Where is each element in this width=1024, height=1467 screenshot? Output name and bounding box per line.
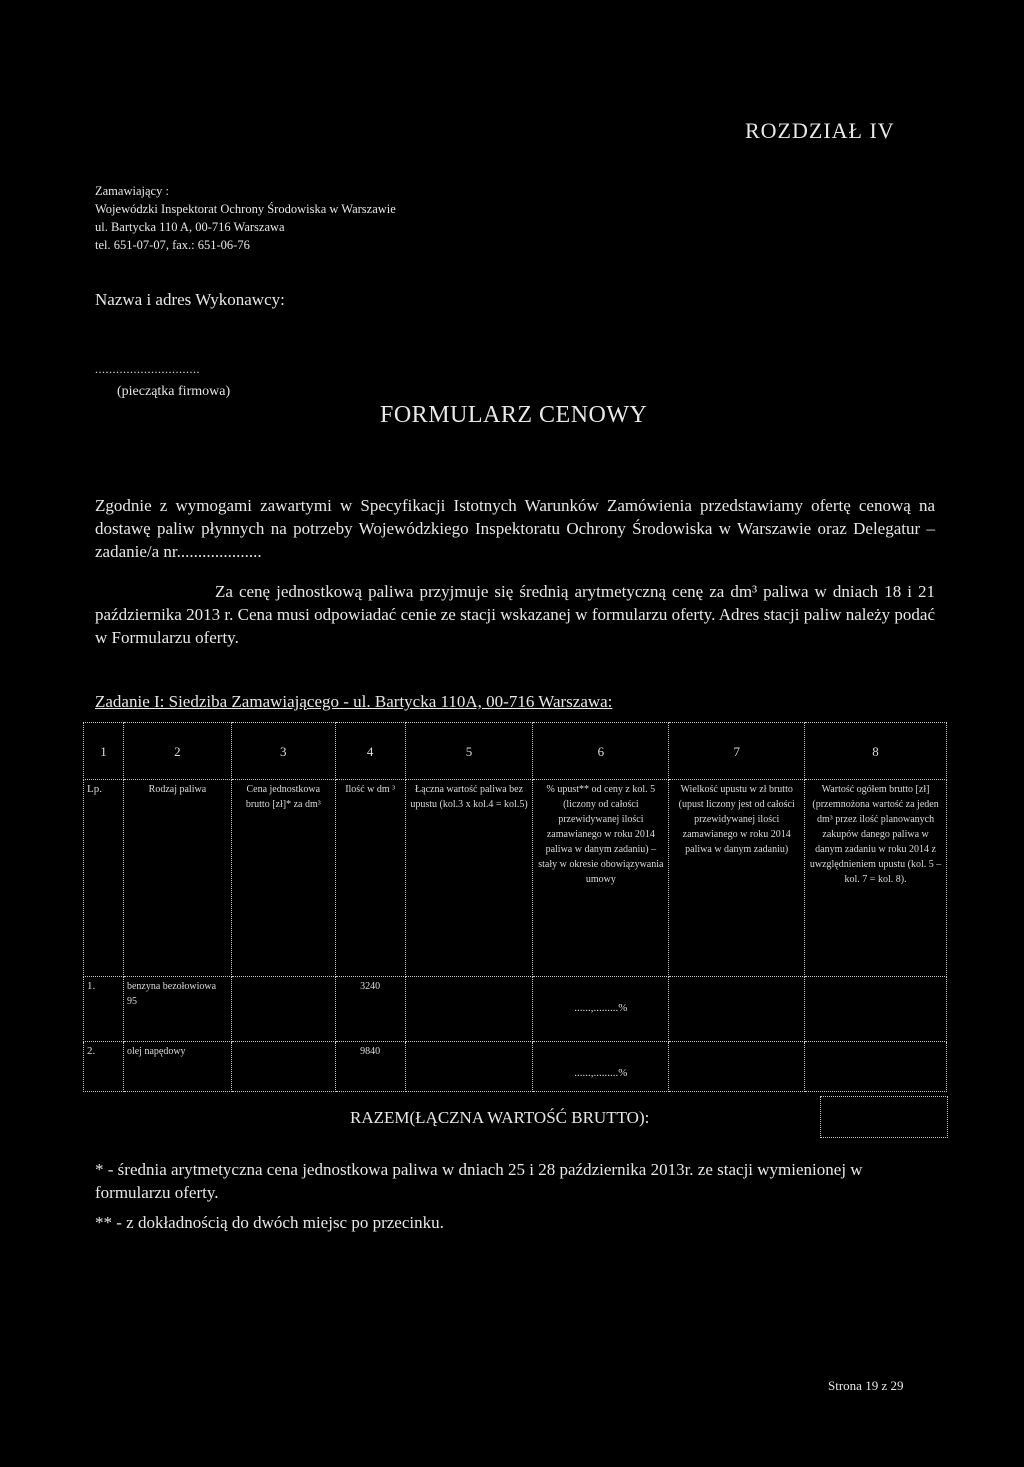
stamp-label: (pieczątka firmowa) (117, 384, 231, 399)
buyer-label: Zamawiający : (95, 184, 169, 198)
row-quantity: 9840 (335, 1042, 405, 1092)
header-row (84, 780, 947, 977)
row-total-cell[interactable] (405, 977, 533, 1042)
col-number: 7 (669, 723, 805, 780)
total-value-cell[interactable] (820, 1096, 948, 1138)
row-discount: ......,.........% (574, 1067, 628, 1079)
col-number: 1 (84, 723, 124, 780)
row-total-cell[interactable] (405, 1042, 533, 1092)
row-lp: 2. (84, 1042, 124, 1092)
footnote-precision: ** - z dokładnością do dwóch miejsc po przecinku. (95, 1213, 444, 1232)
col-number: 3 (231, 723, 335, 780)
row-quantity: 3240 (335, 977, 405, 1042)
row-fuel: benzyna bezołowiowa 95 (123, 977, 231, 1042)
table-row (84, 1042, 947, 1092)
page-number: Strona 19 z 29 (828, 1378, 904, 1393)
col-number: 8 (805, 723, 947, 780)
row-lp: 1. (84, 977, 124, 1042)
stamp-dots: .............................. (95, 362, 200, 376)
row-discount-amount-cell[interactable] (669, 1042, 805, 1092)
footnote-price: * - średnia arytmetyczna cena jednostkowa paliwa w dniach 25 i 28 października 2013r. ze stacji wymienionej w formularzu oferty. (95, 1160, 863, 1202)
total-label: RAZEM(ŁĄCZNA WARTOŚĆ BRUTTO): (350, 1108, 650, 1127)
buyer-address: ul. Bartycka 110 A, 00-716 Warszawa (95, 220, 285, 234)
col-number: 2 (123, 723, 231, 780)
header-gross-total: Wartość ogółem brutto [zł] (przemnożona wartość za jeden dm³ przez ilość planowanych zakupów danego paliwa w danym zadaniu w roku 2014 z uwzględnieniem upustu (kol. 5 – kol. 7 = kol. 8). (805, 780, 947, 977)
col-number: 6 (533, 723, 669, 780)
col-number: 5 (405, 723, 533, 780)
task-heading: Zadanie I: Siedziba Zamawiającego - ul. Bartycka 110A, 00-716 Warszawa: (95, 692, 613, 711)
row-gross-total-cell[interactable] (805, 977, 947, 1042)
row-discount-amount-cell[interactable] (669, 977, 805, 1042)
table-row (84, 977, 947, 1042)
row-gross-total-cell[interactable] (805, 1042, 947, 1092)
chapter-heading: ROZDZIAŁ IV (745, 118, 895, 143)
row-unit-price-cell[interactable] (231, 1042, 335, 1092)
price-rule-paragraph: Za cenę jednostkową paliwa przyjmuje się średnią arytmetyczną cenę za dm³ paliwa w dniach 18 i 21 października 2013 r. Cena musi odpowiadać cenie ze stacji wskazanej w formularzu oferty. Adres stacji paliw należy podać w Formularzu oferty. (95, 582, 935, 647)
price-table (83, 722, 947, 1092)
column-number-row (84, 723, 947, 780)
header-unit-price: Cena jednostkowa brutto [zł]* za dm³ (231, 780, 335, 977)
intro-paragraph: Zgodnie z wymogami zawartymi w Specyfikacji Istotnych Warunków Zamówienia przedstawiamy ofertę cenową na dostawę paliw płynnych na potrzeby Wojewódzkiego Inspektoratu Ochrony Środowiska w Warszawie oraz Delegatur – zadanie/a nr.................... (95, 496, 935, 561)
header-quantity: Ilość w dm ³ (335, 780, 405, 977)
buyer-block (95, 182, 396, 254)
header-total-value: Łączna wartość paliwa bez upustu (kol.3 x kol.4 = kol.5) (405, 780, 533, 977)
form-title: FORMULARZ CENOWY (380, 402, 648, 428)
row-unit-price-cell[interactable] (231, 977, 335, 1042)
row-discount: ......,.........% (574, 1002, 628, 1014)
row-discount-cell[interactable] (533, 977, 669, 1042)
buyer-phone: tel. 651-07-07, fax.: 651-06-76 (95, 238, 250, 252)
header-fuel-type: Rodzaj paliwa (123, 780, 231, 977)
row-discount-cell[interactable] (533, 1042, 669, 1092)
buyer-name: Wojewódzki Inspektorat Ochrony Środowiska w Warszawie (95, 202, 396, 216)
contractor-label: Nazwa i adres Wykonawcy: (95, 290, 285, 309)
col-number: 4 (335, 723, 405, 780)
header-lp: Lp. (84, 780, 124, 977)
header-discount-amount: Wielkość upustu w zł brutto (upust liczony jest od całości przewidywanej ilości zamawianego w roku 2014 paliwa w danym zadaniu) (669, 780, 805, 977)
header-discount-percent: % upust** od ceny z kol. 5 (liczony od całości przewidywanej ilości zamawianego w roku 2014 paliwa w danym zadaniu) – stały w okresie obowiązywania umowy (533, 780, 669, 977)
row-fuel: olej napędowy (123, 1042, 231, 1092)
